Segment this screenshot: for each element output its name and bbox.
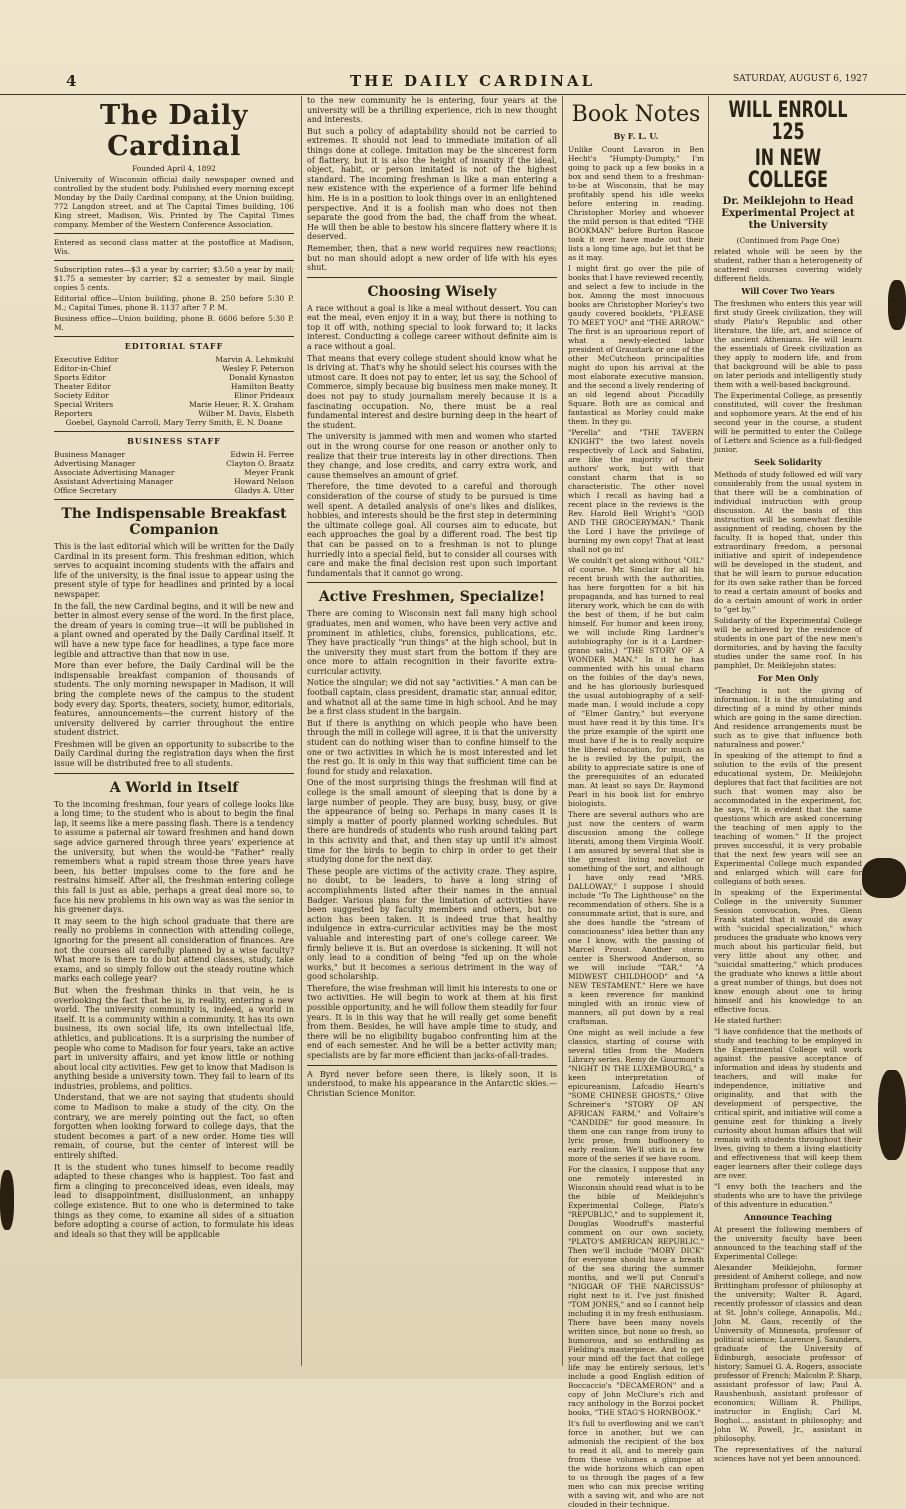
editorial-staff-heading: EDITORIAL STAFF	[124, 341, 224, 351]
paragraph: "I have confidence that the methods of study and teaching to be employed in the Experimental College will work against the passive acceptance of information and ideas by students and teachers, and will make for independence, initiative and originality, and that with the development of perspective, the critical spirit, and initiative will come a genuine zest for thinking a lively curiosity about human affairs that will remain with students throughout their lives, giving to them a living elasticity and effectiveness that will keep them eager learners after their college days are over.	[714, 1027, 862, 1180]
paragraph: "Perella" and "THE TAVERN KNIGHT" the two latest novels respectively of Lock and Sabatini, are like the majority of their authors' work, but with that constant charm that is so characteristic. The other novel which I recall as having had a recent place in the reviews is the Rev. Harold Bell Wright's "GOD AND THE GROCERYMAN." Thank the Lord I have the privilege of burning my own copy! That at least shall not go in!	[568, 428, 704, 554]
staff-row: Special Writers Marie Heuer, R. X. Graham	[54, 400, 294, 409]
business-staff-heading: BUSINESS STAFF	[127, 436, 221, 446]
paragraph: This is the last editorial which will be written for the Daily Cardinal in its present form. This freshman edition, which serves to acquaint incoming students with the affairs and life of the university, is the final issue to appear using the present style of type for headlines and printed by a local newspaper.	[54, 542, 294, 599]
staff-row: Reporters Wilber M. Davis, Elsbeth	[54, 409, 294, 418]
paragraph: These people are victims of the activity craze. They aspire, no doubt, to be leaders, to have a long string of accomplishments listed after their names in the annual Badger. Various plans for the limitation of activities have been suggested by faculty members and others, but no action has been taken. It is indeed true that healthy indulgence in extra-curricular activities may be the most valuable and interesting part of one's college career. We firmly believe it is. But an overdose is sickening. It will not only lead to a condition of being "fed up on the whole works," but it becomes a serious detriment in the way of good scholarship.	[307, 866, 557, 982]
staff-row: Society Editor Elinor Prideaux	[54, 391, 294, 400]
paragraph: Alexander Meiklejohn, former president of Amherst college, and now Brittingham professor of philosophy at the university; Walter R. Agard, recently professor of classics and dean at St. John's college, Annapolis, Md.; John M. Gaus, recently of the University of Minnesota, professor of political science; Laurence J. Saunders, graduate of the University of Edinburgh, associate professor of history; Samuel G. A. Rogers, associate professor of French; Malcolm P. Sharp, assistant professor of law; Paul A. Raushenbush, assistant professor of economics; William R. Phillips, instructor in English; Carl M. Boghol..., assistant in philosophy; and John W. Powell, Jr., assistant in philosophy.	[714, 1263, 862, 1443]
entered-notice: Entered as second class matter at the postoffice at Madison, Wis.	[54, 238, 294, 256]
book-notes-byline: By F. L. U.	[613, 131, 659, 141]
divider	[307, 1065, 557, 1066]
paragraph: But if there is anything on which people who have been through the mill in college will agree, it is that the university student can do nothing wiser than to confine himself to the one or two activities in which he is most interested and let the rest go. It is only in this way that sufficient time can be found for study and relaxation.	[307, 718, 557, 776]
page-number: 4	[66, 72, 77, 90]
staff-row: Office Secretary Gladys A. Utter	[54, 486, 294, 495]
paragraph: But when the freshman thinks in that vein, he is overlooking the fact that he is, in reality, entering a new world. The university community is, indeed, a world in itself. It is a community within a community. It has its own business, its own social life, its own intellectual life, athletics, and publications. It is a surprising the number of people who come to Madison for four years, take an active part in university affairs, and yet know little or nothing about local city activities. Few get to know that Madison is anything beside a university town. They fail to learn of its industries, problems, and politics.	[54, 985, 294, 1091]
divider	[54, 336, 294, 337]
paragraph: Unlike Count Lavaron in Ben Hecht's "Humpty-Dumpty," I'm going to pack up a few books in a box and send them to a freshman-to-be at Wisconsin, that he may profitably spend his idle weeks before entering in reading. Christopher Morley and whoever the mild person is that edited "THE BOOKMAN" before Burton Rascoe took it over have made out their lists a long time ago, but let that be as it may.	[568, 145, 704, 262]
staff-row: Executive Editor Marvin A. Lehmkuhl	[54, 355, 294, 364]
editorial-world-title: A World in Itself	[109, 779, 239, 796]
column-3	[568, 96, 704, 1509]
paper-damage	[888, 280, 906, 330]
paragraph: For the classics, I suppose that any one remotely interested in Wisconsin should read what is to be the bible of Meiklejohn's Experimental College, Plato's "REPUBLIC," and to supplement it, Douglas Woodruff's masterful comment on our own society, "PLATO'S AMERICAN REPUBLIC." Then we'll include "MOBY DICK" for everyone should have a breath of the sea during the summer months, and we'll put Conrad's "NIGGAR OF THE NARCISSUS" right next to it. I've just finished "TOM JONES," and so I cannot help including it in my fresh enthusiasm. There have been many novels written since, but none so fresh, so humorous, and so enthralling as Fielding's masterpiece. And to get your mind off the fact that college life may be entirely serious, let's include a good English edition of Boccaccio's "DECAMERON" and a copy of John McClure's rich and racy anthology in the Borzoi pocket books, "THE STAG'S HORNBOOK."	[568, 1165, 704, 1417]
paragraph: One of the most surprising things the freshman will find at college is the small amount of sleeping that is done by a large number of people. They are busy, busy, busy, or give the appearance of being so. Perhaps in many cases it is simply a matter of poorly planned working schedules. But there are hundreds of students who rush around taking part in this activity and that, and then stay up until it's almost time for the birds to begin to chirp in order to get their studying done for the next day.	[307, 778, 557, 865]
headline-line-2: IN NEW COLLEGE	[748, 146, 828, 193]
column-1	[54, 96, 294, 1366]
column-rule	[708, 96, 709, 1366]
paragraph: Therefore, the time devoted to a careful and thorough consideration of the course of study to be pursued is time well spent. A detailed analysis of one's likes and dislikes, hobbies, and interests should be the first step in determining the ultimate college goal. All courses aim to educate, but each approaches the goal by a different road. The best tip that can be passed on to a freshman is not to plunge hurriedly into a special field, but to consider all courses with care and make the final decision rest upon such important fundamentals that it cannot go wrong.	[307, 482, 557, 578]
paragraph: A race without a goal is like a meal without dessert. You can eat the meal, even enjoy it in a way, but there is nothing to top it off with, nothing special to look forward to; it lacks interest. Conducting a college career without definite aim is a race without a goal.	[307, 303, 557, 352]
column-4	[714, 96, 862, 1463]
paragraph: In the fall, the new Cardinal begins, and it will be new and better in almost every sense of the word. In the first place, the dream of years is coming true—it will be published in a plant owned and operated by the Daily Cardinal itself. It will have a new type face for headlines, a type face more legible and attractive than that now in use.	[54, 601, 294, 659]
paper-damage	[878, 1070, 906, 1160]
subheadline: Dr. Meiklejohn to Head Experimental Project at the University	[721, 196, 855, 231]
editorial-active-title: Active Freshmen, Specialize!	[318, 589, 546, 606]
masthead-description: University of Wisconsin official daily newspaper owned and controlled by the student body. Published every morning except Monday by the Daily Cardinal company, at the Union building, 772 Langdon street, and at The Capital Times building, 106 King street, Madison, Wis. Printed by The Capital Times company. Member of the Western Conference Association.	[54, 175, 294, 229]
paragraph: Solidarity of the Experimental College will be achieved by the residence of students in one part of the new men's dormitories, and by having the faculty studies under the same roof. In his pamphlet, Dr. Meiklejohn states:	[714, 616, 862, 670]
paragraph: "Teaching is not the giving of information. It is the stimulating and directing of a mind by other minds which are going in the same direction. And residence arrangements must be such as to give that influence both naturalness and power."	[714, 686, 862, 749]
paragraph: related whole will be seen by the student, rather than a heterogeneity of scattered courses covering widely different fields.	[714, 247, 862, 283]
paragraph: Understand, that we are not saying that students should come to Madison to make a study of the city. On the contrary, we are merely pointing out the fact, so often forgotten when looking forward to college days, that the student becomes a part of a new order. Home ties will remain, of course, but the center of interest will be entirely shifted.	[54, 1093, 294, 1161]
staff-row: Goebel, Gaynold Carroll, Mary Terry Smith, E. N. Doane	[65, 418, 283, 427]
paragraph: One might as well include a few classics, starting of course with several titles from the Modern Library series. Remy de Gourmont's "NIGHT IN THE LUXEMBOURG," a keen interpretation of epicureanism, Lafcadio Hearn's "SOME CHINESE GHOSTS," Olive Schreiner's "STORY OF AN AFRICAN FARM," and Voltaire's "CANDIDE" for good measure. In them one can range from irony to lyric prose, from buffoonery to early realism. We'll stick in a few more of the series if we have room.	[568, 1028, 704, 1163]
paragraph: The university is jammed with men and women who started out in the wrong course for one reason or another only to realize that their true interests lay in other directions. Then they change, and lose credits, and carry extra work, and cause themselves an amount of grief.	[307, 432, 557, 480]
paragraph: That means that every college student should know what he is driving at. That's why he should select his courses with the utmost care. It does not pay to enter, let us say, the School of Commerce, simply because big business men make money. It does not pay to study journalism merely because it is a fascinating occupation. No, there must be a real fundamental interest and desire burning deep in the heart of the student.	[307, 353, 557, 430]
divider	[307, 582, 557, 583]
paragraph: The freshmen who enters this year will first study Greek civilization, they will study Plato's Republic and other literature, the life, art, and science of the ancient Athenians. He will learn the essentials of Greek civilization as they apply to modern life, and from that background will be able to pass on later periods and intelligently study them with a well-based background.	[714, 299, 862, 389]
paper-damage	[862, 858, 906, 898]
column-rule	[562, 96, 563, 1366]
editorial-office: Editorial office—Union building, phone B. 250 before 5:30 P. M.; Capital Times, phone B. 1137 after 7 P. M.	[54, 294, 294, 312]
continued-note: (Continued from Page One)	[736, 236, 840, 245]
paragraph: At present the following members of the university faculty have been announced to the teaching staff of the Experimental College:	[714, 1225, 862, 1261]
paragraph: Notice the singular; we did not say "activities." A man can be football captain, class president, dramatic star, annual editor, and whatnot all at the same time in high school. And he may be a first class student in the bargain.	[307, 678, 557, 717]
divider	[54, 233, 294, 234]
divider	[54, 260, 294, 261]
staff-row: Editor-in-Chief Wesley F. Peterson	[54, 364, 294, 373]
paragraph: Remember, then, that a new world requires new reactions; but no man should adopt a new order of life with his eyes shut.	[307, 243, 557, 273]
editorial-staff-list	[54, 355, 294, 427]
staff-row: Associate Advertising Manager Meyer Frank	[54, 468, 294, 477]
paragraph: But such a policy of adaptability should not be carried to extremes. It should not lead to immediate imitation of all things done at college. Imitation may be the sincerest form of flattery, but it is also the height of insanity if the ideal, object, habit, or person imitated is not of the highest standard. The incoming freshman is like a man entering a new existence with the experience of a former life behind him. He is in a position to look things over in an enlightened perspective. And it is a foolish man who does not then separate the good from the bad, the chaff from the wheat. He will then be able to bestow his sincere flattery where it is deserved.	[307, 126, 557, 242]
section-heading: Seek Solidarity	[754, 457, 822, 467]
subscription-rates: Subscription rates—$3 a year by carrier; $3.50 a year by mail; $1.75 a semester by carrier; $2 a semester by mail. Single copies 5 cents.	[54, 265, 294, 292]
issue-date: SATURDAY, AUGUST 6, 1927	[733, 74, 868, 84]
paragraph: Methods of study followed ed will vary considerably from the usual system in that there will be a combination of individual instruction with group discussion. At the basis of this instruction will be somewhat flexible assignment of reading, chosen by the faculty. It is hoped that, under this extraordinary freedom, a personal initiative and spirit of independence will be developed in the student, and that he will learn to pursue education for its own sake rather than be forced to read a certain amount of books and do a certain amount of work in order to "get by."	[714, 470, 862, 614]
business-office: Business office—Union building, phone B. 6606 before 5:30 P. M.	[54, 314, 294, 332]
paragraph: It's full to overflowing and we can't force in another, but we can admonish the recipient of the box to read it all, and to merely gain from these volumes a glimpse at the wide horizons which can open to us through the pages of a few men who can mix precise writing with a saving wit, and who are not clouded in their technique.	[568, 1419, 704, 1509]
paragraph: The Experimental College, as presently constituted, will cover the freshman and sophomore years. At the end of his second year in the course, a student will be permitted to enter the College of Letters and Science as a full-fledged junior.	[714, 391, 862, 454]
paragraph: Freshmen will be given an opportunity to subscribe to the Daily Cardinal during the registration days when the first issue will be distributed free to all students.	[54, 739, 294, 769]
editorial-choosing-title: Choosing Wisely	[367, 283, 497, 300]
paragraph: In speaking of the attempt to find a solution to the evils of the present educational system, Dr. Meiklejohn deplores that fact that facilities are not such that women may also be accommodated in the experiment, for, he says, "It is evident that the same questions which are asked concerning the teaching of men apply to the teaching of women." If the project proves successful, it is very probable that the next few years will see an Experimental College much expanded and enlarged which will care for collegians of both sexes.	[714, 751, 862, 886]
paragraph: In speaking of the Experimental College in the university Summer Session convocation, Pres. Glenn Frank stated that it would do away with "suicidal specialization," which produces the graduate who knows very much about his particular field, but very little about any other, and "suicidal smattering," which produces the graduate who knows a little about a great number of things, but does not know enough about one to bring himself and his knowledge to an effective focus.	[714, 888, 862, 1014]
paragraph: He stated further:	[714, 1016, 782, 1025]
headline-line-1: WILL ENROLL 125	[728, 98, 848, 145]
book-notes-title: Book Notes	[571, 102, 701, 127]
paragraph: Therefore, the wise freshman will limit his interests to one or two activities. He will begin to work at them at his first possible opportunity, and he will follow them steadily for four years. It is in this way that he will really get some benefit from them. Besides, he will have ample time to study, and there will be no eligibility bugaboo confronting him at the end of each semester. And he will be a better activity man; specialists are by far more efficient than jacks-of-all-trades.	[307, 983, 557, 1061]
paragraph: To the incoming freshman, four years of college looks like a long time; to the student who is about to begin the final lap, it seems like a mere passing flash. There is a tendency to assume a paternal air toward freshmen and hand down sage advice garnered through three years' experience at the university, but when the would-be "Father" really remembers what a rapid stream those three years have been, his better impulses come to the fore and he restrains himself. After all, the freshman entering college this fall is just as able, perhaps a great deal more so, to face his new problems in his own way as was the senior in his greener days.	[54, 799, 294, 915]
staff-row: Theater Editor Hamilton Beatty	[54, 382, 294, 391]
paragraph: I might first go over the pile of books that I have reviewed recently, and select a few to include in the box. Among the most innocuous books are Christopher Morley's two gaudy covered booklets, "PLEASE TO MEET YOU" and "THE ARROW." The first is an uproarious report of what a newly-elected labor president of Graustark or one of the other McCutcheon principalities might do upon his arrival at the most elaborate executive mansion, and the second a lively rendering of an old legend about Piccadilly Square. Both are as comical and fantastical as Morley could make them. In they go.	[568, 264, 704, 426]
paragraph: We couldn't get along without "OIL" of course. Mr. Sinclair for all his recent brush with the authorities, has here forgotten for a bit his propaganda, and has turned to real literary work, which he can do with the best of them, if he but calm himself. For humor and keen irony, we will include Ring Lardner's autobiography (or is it a Lardner-grano salis,) "THE STORY OF A WONDER MAN." In it he has commented with his usual charm on the foibles of the day's news, and he has gloriously burlesqued the usual autobiography of a self-made man. I would include a copy of "Elmer Gantry," but everyone must have read it by this time. It's the prize example of the spirit one must have if he is to really acquire the liberal education, for much as he is reviled by the pulpit, the ability to appreciate satire is one of the prerequisites of an educated man. At least so says Dr. Raymond Pearl in his book list for embryo biologists.	[568, 556, 704, 808]
paragraph: There are several authors who are just now the centers of warm discussion among the college literati, among them Virginia Woolf. I am assured by several that she is the greatest living novelist or something of the sort, and although I have only read "MRS. DALLOWAY," I suppose I should include "To The Lighthouse" on the recommendation of others. She is a consummate artist, that is sure, and she does handle the "stream of consciousness" idea better than any one I know, with the passing of Marcel Proust. Another storm center is Sherwood Anderson, so we will include "TAR," "A MIDWEST CHILDHOOD" and "A NEW TESTAMENT." Here we have a keen reverence for mankind mingled with an ironic view of manners, all put down by a real craftsman.	[568, 810, 704, 1026]
divider	[54, 773, 294, 774]
staff-row: Assistant Advertising Manager Howard Nelson	[54, 477, 294, 486]
paper-damage	[0, 1170, 14, 1230]
founded-line: Founded April 4, 1892	[132, 164, 216, 173]
staff-row: Advertising Manager Clayton O. Braatz	[54, 459, 294, 468]
section-heading: Will Cover Two Years	[741, 286, 835, 296]
paragraph: More than ever before, the Daily Cardinal will be the indispensable breakfast companion of thousands of students. The only morning newspaper in Madison, it will bring the complete news of the campus to the student body every day. Sports, theaters, society, humor, editorials, features, announcements—the current history of the university delivered by carrier throughout the entire student district.	[54, 661, 294, 738]
paragraph: It may seem to the high school graduate that there are really no problems in connection with attending college, ignoring for the present all consideration of finances. Are not the courses all carefully planned by a wise faculty? What more is there to do but attend classes, study, take exams, and so simply follow out the steady routine which marks each college year?	[54, 916, 294, 984]
paragraph: The representatives of the natural sciences have not yet been announced.	[714, 1445, 862, 1463]
masthead-title: The Daily Cardinal	[100, 100, 248, 162]
page-header	[0, 64, 906, 95]
editorial-breakfast-title: The Indispensable Breakfast Companion	[61, 506, 287, 538]
paragraph: to the new community he is entering, four years at the university will be a thrilling experience, rich in new thought and interests.	[307, 96, 557, 125]
filler-item: A Byrd never before seen there, is likely soon, it is understood, to make his appearance in the Antarctic skies.—Christian Science Monitor.	[307, 1069, 557, 1098]
staff-row: Sports Editor Donald Kynaston	[54, 373, 294, 382]
staff-row: Business Manager Edwin H. Ferree	[54, 450, 294, 459]
paragraph: There are coming to Wisconsin next fall many high school graduates, men and women, who have been very active and prominent in athletics, clubs, forensics, publications, etc. They have practically "run things" at the high school, but in the university they must start from the bottom if they are once more to attain recognition in their favorite extra-curricular activity.	[307, 609, 557, 676]
divider	[54, 431, 294, 432]
column-2	[307, 96, 557, 1366]
divider	[54, 499, 294, 500]
divider	[307, 277, 557, 278]
paper-title: THE DAILY CARDINAL	[350, 72, 596, 90]
paragraph: It is the student who tunes himself to become readily adapted to these changes who is happiest. Too fast and firm a clinging to preconceived ideas, even ideals, may lead to disappointment, disillusionment, an unhappy college existence. But to one who is determined to take things as they come, to examine all sides of a situation before adopting a course of action, to formulate his ideas and ideals so that they will be applicable	[54, 1162, 294, 1239]
column-rule	[301, 96, 302, 1366]
section-heading: Announce Teaching	[744, 1212, 832, 1222]
paragraph: "I envy both the teachers and the students who are to have the privilege of this adventure in education."	[714, 1182, 862, 1209]
section-heading: For Men Only	[757, 673, 819, 683]
business-staff-list	[54, 450, 294, 495]
